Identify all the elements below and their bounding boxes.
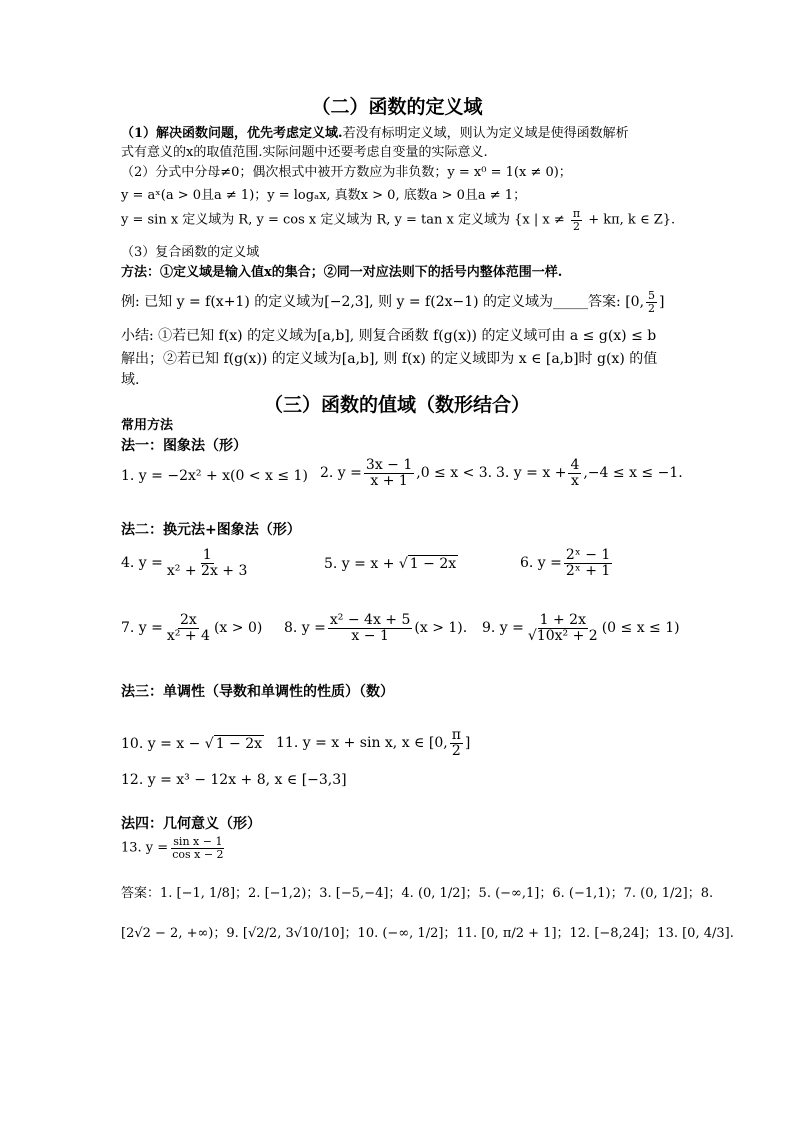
- q11: [276, 728, 470, 758]
- q9-pre: 9. y =: [482, 620, 524, 637]
- method-4-title: 法四：几何意义（形）: [121, 816, 261, 832]
- method-1-title: 法一：图象法（形）: [121, 438, 247, 454]
- q8-post: (x > 1).: [414, 620, 468, 637]
- answers-line2: [2√2 − 2, +∞)；9. [√2/2, 3√10/10]；10. (−∞, 1/2]；11. [0, π/2 + 1]；12. [−8,24]；13. [0, 4/3].: [121, 926, 734, 941]
- q3-post: ,−4 ≤ x ≤ −1.: [583, 465, 683, 482]
- trig-domain-pre: y = sin x 定义域为 R, y = cos x 定义域为 R, y = tan x 定义域为 {x | x ≠: [121, 212, 569, 228]
- q8-num: x² − 4x + 5: [329, 612, 411, 628]
- q2-den: x + 1: [370, 472, 408, 489]
- q6: [520, 548, 614, 578]
- q12: 12. y = x³ − 12x + 8, x ∈ [−3,3]: [121, 772, 347, 788]
- answers-line1: 答案：1. [−1, 1/8]；2. [−1,2)；3. [−5,−4]；4. (0, 1/2]；5. (−∞,1]；6. (−1,1)；7. (0, 1/2]；8.: [121, 886, 714, 901]
- q7-pre: 7. y =: [121, 620, 163, 637]
- paragraph-1: [121, 126, 629, 142]
- q2-fraction: [364, 458, 414, 488]
- q6-num: 2ˣ − 1: [565, 547, 611, 563]
- q2-post: ,0 ≤ x < 3.: [416, 465, 493, 482]
- summary-line2: 解出；②若已知 f(g(x)) 的定义域为[a,b], 则 f(x) 的定义域即为 x ∈ [a,b]时 g(x) 的值: [121, 351, 658, 367]
- q13-fraction: [170, 836, 225, 860]
- summary-line3: 域.: [121, 372, 140, 388]
- paragraph-2-line2: y = aˣ(a > 0且a ≠ 1)；y = logₐx, 真数x > 0, 底数a > 0且a ≠ 1；: [121, 188, 527, 203]
- q10-pre: 10. y = x −: [121, 736, 205, 752]
- q6-den: 2ˣ + 1: [565, 562, 611, 579]
- q4-num: 1: [202, 547, 212, 563]
- example-pre: 例: 已知 y = f(x+1) 的定义域为[−2,3], 则 y = f(2x−1) 的定义域为_____答案: [0,: [121, 294, 645, 311]
- q4-den: x² + 2x + 3: [166, 562, 248, 579]
- trig-fraction-num: π: [572, 207, 581, 220]
- q11-den: 2: [451, 742, 461, 759]
- q9-fraction: [526, 613, 600, 643]
- q11-pre: 11. y = x + sin x, x ∈ [0,: [276, 735, 448, 752]
- section-title-range: （三）函数的值域（数形结合）: [263, 394, 530, 416]
- q7-fraction: [165, 613, 212, 643]
- q2-pre: 2. y =: [320, 465, 362, 482]
- paragraph-1-line2: 式有意义的x的取值范围.实际问题中还要考虑自变量的实际意义.: [121, 145, 488, 160]
- q5-pre: 5. y = x +: [324, 556, 399, 572]
- summary-line1: 小结: ①若已知 f(x) 的定义域为[a,b], 则复合函数 f(g(x)) 的定义域可由 a ≤ g(x) ≤ b: [121, 328, 657, 344]
- q2-num: 3x − 1: [365, 457, 413, 473]
- trig-fraction-den: 2: [572, 219, 580, 233]
- q11-num: π: [451, 727, 461, 743]
- q6-fraction: [564, 548, 612, 578]
- example-fraction-den: 2: [648, 301, 656, 315]
- q9-den: √10x² + 2: [527, 627, 598, 644]
- q10-radicand: 1 − 2x: [215, 736, 263, 752]
- q3-den: x: [570, 472, 579, 489]
- q7-den: x² + 4: [166, 627, 210, 644]
- common-methods: 常用方法: [121, 418, 174, 433]
- q9-num: 1 + 2x: [539, 612, 586, 628]
- method-text: 方法：①定义域是输入值x的集合；②同一对应法则下的括号内整体范围一样.: [121, 265, 563, 280]
- q8-den: x − 1: [351, 627, 389, 644]
- q1: 1. y = −2x² + x(0 < x ≤ 1): [121, 468, 308, 484]
- q7: [121, 613, 262, 643]
- q3-num: 4: [570, 457, 580, 473]
- q13-den: cos x − 2: [172, 847, 224, 861]
- paragraph-1-bold: （1）解决函数问题，优先考虑定义域.: [121, 126, 343, 141]
- q11-fraction: [450, 728, 463, 758]
- q3: [496, 458, 683, 488]
- q9: [482, 613, 680, 643]
- q8: [284, 613, 467, 643]
- q13-pre: 13. y =: [121, 840, 169, 856]
- q13-num: sin x − 1: [173, 835, 223, 848]
- paragraph-2-line3: [121, 208, 675, 232]
- paragraph-3: （3）复合函数的定义域: [121, 245, 260, 260]
- q11-post: ]: [464, 735, 471, 752]
- example-post: ]: [659, 294, 665, 311]
- q6-pre: 6. y =: [520, 555, 562, 572]
- q3-fraction: [568, 458, 581, 488]
- q9-post: (0 ≤ x ≤ 1): [601, 620, 680, 637]
- q7-post: (x > 0): [213, 620, 263, 637]
- q13: [121, 836, 228, 860]
- example-line: [121, 290, 665, 314]
- example-fraction-num: 5: [648, 289, 656, 302]
- q8-fraction: [328, 613, 412, 643]
- method-2-title: 法二：换元法+图象法（形）: [121, 522, 301, 538]
- section-title-domain: （二）函数的定义域: [311, 96, 483, 118]
- q7-num: 2x: [180, 612, 197, 628]
- q4: [121, 548, 251, 578]
- example-fraction: [646, 290, 657, 314]
- method-3-title: 法三：单调性（导数和单调性的性质）（数）: [121, 684, 394, 700]
- paragraph-2-line1: （2）分式中分母≠0；偶次根式中被开方数应为非负数；y = x⁰ = 1(x ≠ 0)；: [121, 165, 572, 180]
- q4-fraction: [165, 548, 249, 578]
- paragraph-1-rest: 若没有标明定义域，则认为定义域是使得函数解析: [342, 126, 629, 141]
- trig-domain-post: + kπ, k ∈ Z}.: [584, 212, 676, 228]
- q10: 10. y = x − √ 1 − 2x: [121, 736, 263, 752]
- q5: 5. y = x + √ 1 − 2x: [324, 556, 457, 572]
- q8-pre: 8. y =: [284, 620, 326, 637]
- q2: [320, 458, 492, 488]
- q5-radicand: 1 − 2x: [409, 556, 457, 572]
- q3-pre: 3. y = x +: [496, 465, 567, 482]
- trig-fraction: [571, 208, 582, 232]
- q4-pre: 4. y =: [121, 555, 163, 572]
